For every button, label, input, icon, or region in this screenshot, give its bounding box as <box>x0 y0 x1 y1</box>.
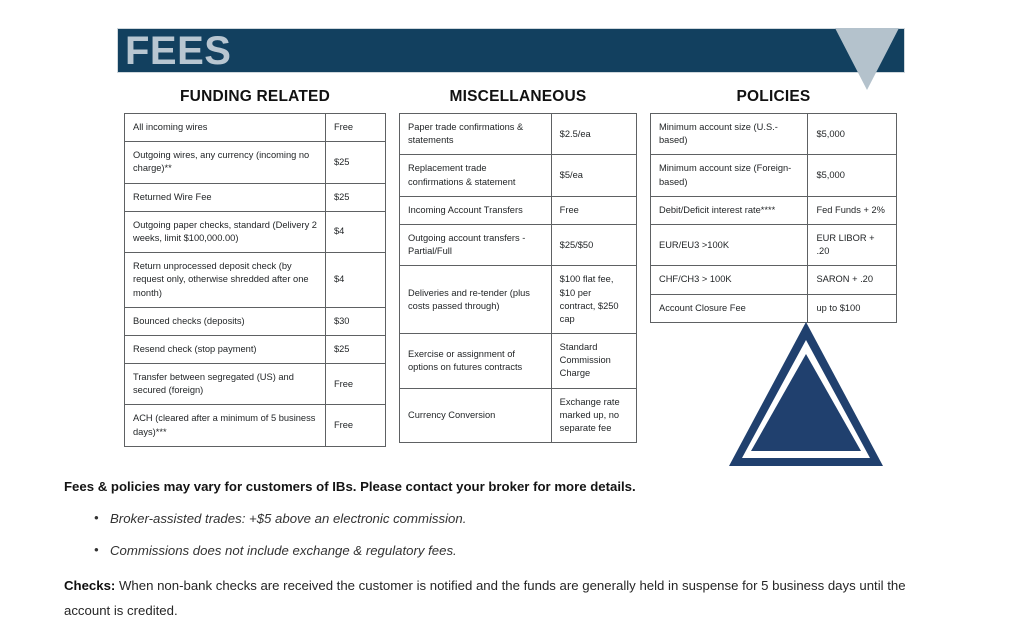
table-row <box>400 334 637 389</box>
banner-bar <box>117 28 905 73</box>
table-cell-fee: $5,000 <box>808 155 897 196</box>
table-cell-fee: Standard Commission Charge <box>551 334 636 389</box>
table-cell-item: Deliveries and re-tender (plus costs passed through) <box>400 266 552 334</box>
policies-table-body <box>651 114 897 323</box>
table-cell-item: Replacement trade confirmations & statement <box>400 155 552 196</box>
checks-note <box>64 574 949 623</box>
triangle-logo-icon <box>727 320 885 468</box>
table-cell-item: Transfer between segregated (US) and secured (foreign) <box>125 364 326 405</box>
table-cell-item: All incoming wires <box>125 114 326 142</box>
table-cell-item: Bounced checks (deposits) <box>125 307 326 335</box>
page-title: FEES <box>125 28 232 73</box>
table-cell-fee: $2.5/ea <box>551 114 636 155</box>
table-row <box>400 388 637 443</box>
column-headings <box>0 88 1024 110</box>
list-item: • Commissions does not include exchange & regulatory fees. <box>94 542 964 560</box>
table-row <box>125 253 386 308</box>
footer-lead-text: Fees & policies may vary for customers of IBs. Please contact your broker for more details. <box>64 479 636 494</box>
table-cell-item: Return unprocessed deposit check (by request only, otherwise shredded after one month) <box>125 253 326 308</box>
table-cell-item: Returned Wire Fee <box>125 183 326 211</box>
table-row <box>125 307 386 335</box>
table-cell-fee: Free <box>551 196 636 224</box>
fees-banner <box>117 28 905 73</box>
heading-funding-related: FUNDING RELATED <box>180 88 330 105</box>
table-cell-item: Outgoing paper checks, standard (Delivery 2 weeks, limit $100,000.00) <box>125 211 326 252</box>
table-row <box>651 196 897 224</box>
table-cell-fee: $25/$50 <box>551 224 636 265</box>
table-cell-item: Outgoing account transfers - Partial/Full <box>400 224 552 265</box>
table-cell-fee: $4 <box>325 211 385 252</box>
table-row <box>651 294 897 322</box>
table-cell-item: CHF/CH3 > 100K <box>651 266 808 294</box>
table-cell-item: Paper trade confirmations & statements <box>400 114 552 155</box>
table-cell-item: Outgoing wires, any currency (incoming no charge)** <box>125 142 326 183</box>
table-row <box>400 224 637 265</box>
table-cell-fee: Fed Funds + 2% <box>808 196 897 224</box>
table-cell-item: EUR/EU3 >100K <box>651 224 808 265</box>
table-cell-fee: $30 <box>325 307 385 335</box>
miscellaneous-table <box>399 113 637 443</box>
table-cell-item: Account Closure Fee <box>651 294 808 322</box>
table-cell-fee: $25 <box>325 142 385 183</box>
heading-miscellaneous: MISCELLANEOUS <box>449 88 587 105</box>
table-cell-fee: Free <box>325 114 385 142</box>
table-cell-item: Debit/Deficit interest rate**** <box>651 196 808 224</box>
table-cell-item: Minimum account size (Foreign-based) <box>651 155 808 196</box>
funding-table-body <box>125 114 386 447</box>
table-cell-fee: SARON + .20 <box>808 266 897 294</box>
misc-table-body <box>400 114 637 443</box>
table-row <box>400 155 637 196</box>
table-cell-fee: $25 <box>325 183 385 211</box>
table-cell-fee: up to $100 <box>808 294 897 322</box>
table-cell-item: Incoming Account Transfers <box>400 196 552 224</box>
checks-note-label: Checks: <box>64 578 116 594</box>
table-row <box>651 114 897 155</box>
table-row <box>125 114 386 142</box>
table-cell-fee: Free <box>325 405 385 446</box>
footer-notes <box>64 478 964 623</box>
table-cell-fee: $25 <box>325 335 385 363</box>
table-cell-item: Minimum account size (U.S.-based) <box>651 114 808 155</box>
table-cell-fee: $5/ea <box>551 155 636 196</box>
list-item: • Broker-assisted trades: +$5 above an electronic commission. <box>94 510 964 528</box>
table-row <box>400 114 637 155</box>
table-cell-item: ACH (cleared after a minimum of 5 business days)*** <box>125 405 326 446</box>
table-cell-fee: $5,000 <box>808 114 897 155</box>
table-cell-fee: Free <box>325 364 385 405</box>
heading-policies: POLICIES <box>736 88 811 105</box>
table-cell-fee: Exchange rate marked up, no separate fee <box>551 388 636 443</box>
table-row <box>125 335 386 363</box>
table-row <box>651 155 897 196</box>
policies-table <box>650 113 897 323</box>
table-row <box>125 364 386 405</box>
table-cell-item: Currency Conversion <box>400 388 552 443</box>
table-cell-item: Resend check (stop payment) <box>125 335 326 363</box>
funding-related-table <box>124 113 386 447</box>
table-row <box>651 224 897 265</box>
triangle-down-icon <box>835 28 899 90</box>
table-cell-fee: EUR LIBOR + .20 <box>808 224 897 265</box>
table-row <box>125 183 386 211</box>
table-row <box>125 211 386 252</box>
table-row <box>400 266 637 334</box>
table-cell-fee: $4 <box>325 253 385 308</box>
table-row <box>125 142 386 183</box>
table-row <box>125 405 386 446</box>
checks-note-body: When non-bank checks are received the customer is notified and the funds are generally held in suspense for 5 business days until the account is credited. <box>64 578 906 618</box>
footer-bullet-list <box>64 510 964 560</box>
table-cell-fee: $100 flat fee, $10 per contract, $250 cap <box>551 266 636 334</box>
table-cell-item: Exercise or assignment of options on futures contracts <box>400 334 552 389</box>
table-row <box>400 196 637 224</box>
table-row <box>651 266 897 294</box>
